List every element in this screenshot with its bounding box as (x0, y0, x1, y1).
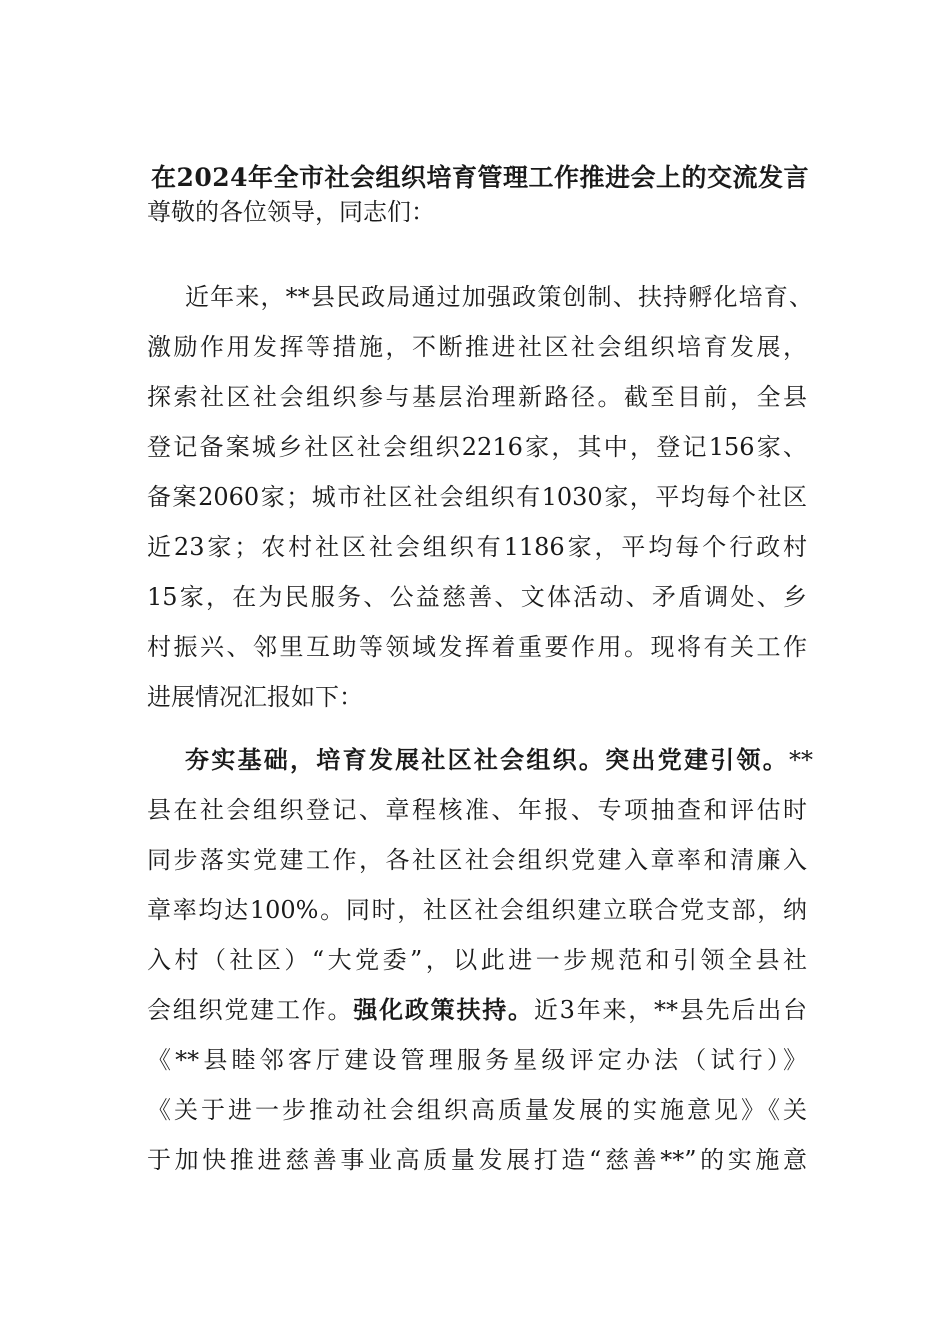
paragraph-line: 入村（社区）“大党委”，以此进一步规范和引领全县社 (147, 946, 807, 974)
paragraph-line (147, 985, 807, 1035)
paragraph-text: 会组织党建工作。 (147, 996, 354, 1024)
paragraph-line: 近年来，**县民政局通过加强政策创制、扶持孵化培育、 (185, 283, 813, 311)
paragraph-text: ** (789, 746, 813, 774)
salutation: 尊敬的各位领导，同志们： (147, 198, 435, 226)
paragraph-line: 于加快推进慈善事业高质量发展打造“慈善**”的实施意 (147, 1146, 807, 1174)
paragraph-line: 近23家；农村社区社会组织有1186家，平均每个行政村 (147, 533, 807, 561)
section-heading: 夯实基础，培育发展社区社会组织。突出党建引领。 (185, 745, 789, 774)
document-title: 在2024年全市社会组织培育管理工作推进会上的交流发言 (150, 163, 810, 192)
paragraph-text: 近3年来，**县先后出台 (533, 996, 808, 1024)
paragraph-line: 探索社区社会组织参与基层治理新路径。截至目前，全县 (147, 383, 807, 411)
paragraph-line: 同步落实党建工作，各社区社会组织党建入章率和清廉入 (147, 846, 807, 874)
paragraph-line: 15家，在为民服务、公益慈善、文体活动、矛盾调处、乡 (147, 583, 807, 611)
paragraph-line: 激励作用发挥等措施，不断推进社区社会组织培育发展， (147, 333, 807, 361)
paragraph-line (185, 735, 813, 785)
paragraph-line: 备案2060家；城市社区社会组织有1030家，平均每个社区 (147, 483, 807, 511)
paragraph-line: 县在社会组织登记、章程核准、年报、专项抽查和评估时 (147, 796, 807, 824)
paragraph-line: 登记备案城乡社区社会组织2216家，其中，登记156家、 (147, 433, 807, 461)
paragraph-line: 《**县睦邻客厅建设管理服务星级评定办法（试行）》 (147, 1046, 807, 1074)
section-subheading: 强化政策扶持。 (353, 995, 534, 1024)
paragraph-line: 进展情况汇报如下： (147, 683, 363, 711)
paragraph-line: 章率均达100%。同时，社区社会组织建立联合党支部，纳 (147, 896, 807, 924)
paragraph-line: 村振兴、邻里互助等领域发挥着重要作用。现将有关工作 (147, 633, 807, 661)
paragraph-line: 《关于进一步推动社会组织高质量发展的实施意见》《关 (147, 1096, 807, 1124)
